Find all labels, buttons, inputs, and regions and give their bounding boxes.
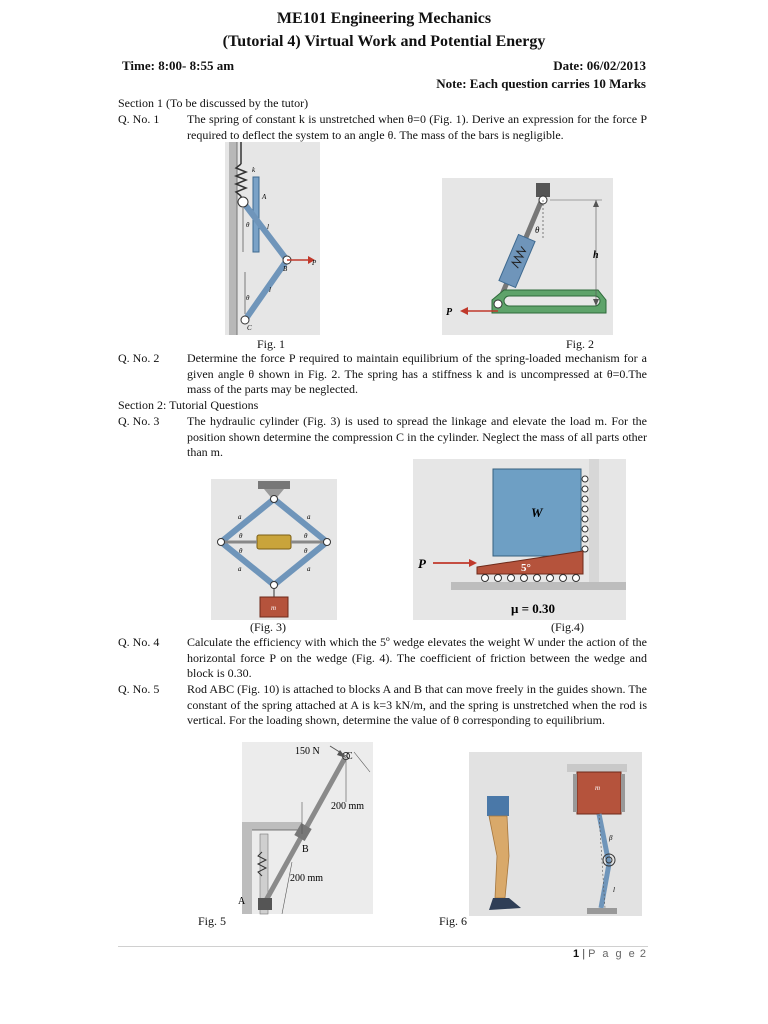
q3-text: The hydraulic cylinder (Fig. 3) is used to spread the linkage and elevate the load m. For the position shown determine the compression C in the cylinder. Neglect the mass of all parts other than m. xyxy=(187,414,647,460)
fig2-label-theta: θ xyxy=(535,225,540,235)
tutorial-title: (Tutorial 4) Virtual Work and Potential Energy xyxy=(222,33,546,50)
fig1-label-theta-bottom: θ xyxy=(246,294,250,302)
figure-5 xyxy=(238,742,373,914)
page-footer: 1 | P a g e 2 xyxy=(573,948,648,960)
page-word: P a g e xyxy=(588,948,637,960)
fig5-label-b: B xyxy=(302,844,309,855)
fig3-label-a-br: a xyxy=(307,565,311,573)
fig2-label-h: h xyxy=(593,250,599,261)
fig5-label-dim-bottom: 200 mm xyxy=(290,873,324,884)
section1-label: Section 1 (To be discussed by the tutor) xyxy=(118,96,309,110)
fig3-label-a-tl: a xyxy=(238,513,242,521)
fig5-label-c: C xyxy=(346,751,353,762)
figure-4 xyxy=(413,459,626,620)
q1-text: The spring of constant k is unstretched when θ=0 (Fig. 1). Derive an expression for the force P required to deflect the system to an angle θ. The mass of the bars is negligible. xyxy=(187,112,647,142)
date-label: Date: 06/02/2013 xyxy=(553,58,646,73)
fig1-label-l-bottom: l xyxy=(269,286,271,294)
fig3-label-theta-br: θ xyxy=(304,547,308,555)
fig3-label-a-bl: a xyxy=(238,565,242,573)
q3-number: Q. No. 3 xyxy=(118,414,160,428)
course-title: ME101 Engineering Mechanics xyxy=(276,10,492,27)
fig3-label-theta-tr: θ xyxy=(304,532,308,540)
q5-number: Q. No. 5 xyxy=(118,682,160,696)
fig1-label-a: A xyxy=(262,193,267,201)
fig4-label-w: W xyxy=(531,505,543,520)
footer-divider xyxy=(118,946,648,947)
fig5-label-a: A xyxy=(238,896,246,907)
fig1-caption: Fig. 1 xyxy=(257,337,286,351)
fig3-label-theta-tl: θ xyxy=(239,532,243,540)
figure-3 xyxy=(211,479,337,620)
q5-text: Rod ABC (Fig. 10) is attached to blocks A and B that can move freely in the guides shown. The constant of the spring attached at A is k=3 kN/m, and the spring is unstretched when the rod is vertical. For the loading shown, determine the value of θ corresponding to equilibrium. xyxy=(187,682,647,728)
fig4-label-p: P xyxy=(418,556,426,571)
fig3-label-a-tr: a xyxy=(307,513,311,521)
fig4-caption: (Fig.4) xyxy=(551,620,584,634)
section2-label: Section 2: Tutorial Questions xyxy=(118,398,259,412)
time-label: Time: 8:00- 8:55 am xyxy=(122,58,235,73)
fig1-label-k: k xyxy=(252,166,256,174)
page-count: 2 xyxy=(639,948,648,960)
q2-text: Determine the force P required to maintain equilibrium of the spring-loaded mechanism for a given angle θ shown in Fig. 2. The spring has a stiffness k and is uncompressed at θ=0.The mass of the parts may be neglected. xyxy=(187,351,647,397)
figure-1 xyxy=(225,142,320,335)
q1-number: Q. No. 1 xyxy=(118,112,160,126)
q4-text: Calculate the efficiency with which the 5º wedge elevates the weight W under the action of the horizontal force P on the wedge (Fig. 4). The coefficient of friction between the wedge and block is 0.30. xyxy=(187,635,647,681)
fig1-label-p: P xyxy=(312,259,317,267)
figure-6 xyxy=(469,752,642,916)
fig6-label-beta: β xyxy=(609,834,613,842)
fig5-caption: Fig. 5 xyxy=(198,914,227,928)
fig3-label-m: m xyxy=(271,604,277,612)
fig1-label-b: B xyxy=(283,265,288,273)
fig6-label-m: m xyxy=(595,784,601,792)
fig1-label-l-top: l xyxy=(267,223,269,231)
page-number: 1 xyxy=(573,948,580,960)
fig2-caption: Fig. 2 xyxy=(566,337,595,351)
q2-number: Q. No. 2 xyxy=(118,351,160,365)
fig5-label-force: 150 N xyxy=(295,746,320,757)
fig1-label-c: C xyxy=(247,324,252,332)
fig6-caption: Fig. 6 xyxy=(439,914,468,928)
fig5-label-dim-top: 200 mm xyxy=(331,801,365,812)
marks-note: Note: Each question carries 10 Marks xyxy=(436,76,646,91)
fig3-label-theta-bl: θ xyxy=(239,547,243,555)
fig2-label-p: P xyxy=(446,307,453,318)
fig1-label-theta-top: θ xyxy=(246,221,250,229)
fig4-label-angle: 5° xyxy=(521,562,531,574)
fig3-caption: (Fig. 3) xyxy=(250,620,286,634)
q4-number: Q. No. 4 xyxy=(118,635,160,649)
fig6-label-l: l xyxy=(613,886,615,894)
fig4-label-mu: μ = 0.30 xyxy=(511,601,556,616)
figure-2 xyxy=(442,178,613,335)
